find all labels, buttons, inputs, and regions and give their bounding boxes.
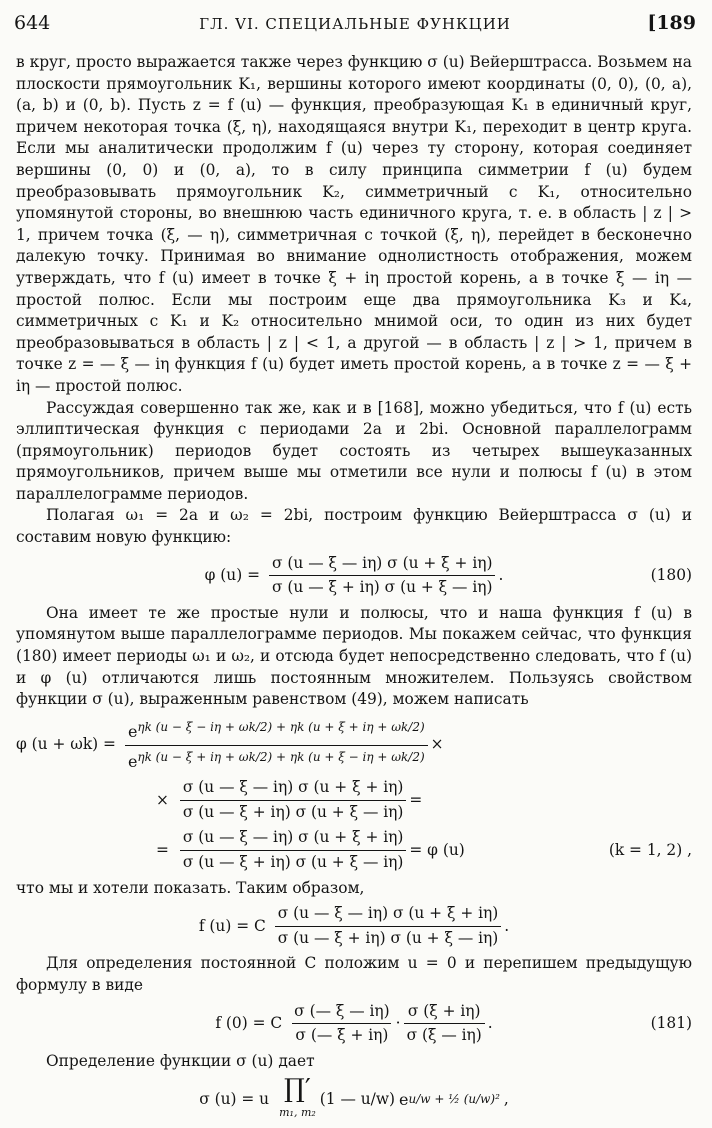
page-header [14,12,696,38]
paragraph: в круг, просто выражается также через функцию σ (u) Вейерштрасса. Возьмем на плоскости прямоугольник K₁, вершины которого имеют координаты (0, 0), (0, a), (a, b) и (0, b). Пусть z = f (u) — функция, преобразующая K₁ в единичный круг, причем некоторая точка (ξ, η), находящаяся внутри K₁, переходит в центр круга. Если мы аналитически продолжим f (u) через ту сторону, которая соединяет вершины (0, 0) и (0, a), то в силу принципа симметрии f (u) будем преобразовывать прямоугольник K₂, симметричный с K₁, относительно упомянутой стороны, во внешнюю часть единичного круга, т. е. в область | z | > 1, причем точка (ξ, — η), симметричная с точкой (ξ, η), перейдет в бесконечно далекую точку. Принимая во внимание однолистность отображения, можем утверждать, что f (u) имеет в точке ξ + iη простой корень, а в точке ξ — iη — простой полюс. Если мы построим еще два прямоугольника K₃ и K₄, симметричных с K₁ и K₂ относительно мнимой оси, то один из них будет преобразовываться в область | z | < 1, а другой — в область | z | > 1, причем в точке z = — ξ — iη функция f (u) будет иметь простой корень, а в точке z = — ξ + iη — простой полюс. [16,53,692,395]
paragraph: Рассуждая совершенно так же, как и в [168], можно убедиться, что f (u) есть эллиптическая функция с периодами 2a и 2bi. Основной параллелограмм (прямоугольник) периодов будет состоять из четырех вышеуказанных прямоугольников, причем выше мы отметили все нули и полюсы f (u) в этом параллелограмме периодов. [16,398,692,503]
page-body [16,52,692,1128]
formula-181: f (0) = C $\frac{\sigma (— \xi — i\eta)}{\sigma (— \xi + i\eta)}$ · $\frac{\sigma (\xi + i\eta)}{\sigma (\xi — i\eta)}$ . (181) [16,1001,692,1047]
formula-sigma: σ (u) = u ∏′ m₁, m₂ (1 — u/w) e u/w + ½ (u/w)² , [199,1074,509,1120]
section-number: [189 [647,12,696,34]
formula-shift-line3: = $\frac{\sigma (u — \xi — i\eta) \sigma (u + \xi + i\eta)}{\sigma (u — \xi + i\eta) \sigma (u + \xi — i\eta)}$ = φ (u) (k = 1, 2) , [16,827,692,873]
formula-shift: φ (u + ωk) = $\frac{e^{\eta k (u - \xi - i\eta + \omega k/2) + \eta k (u + \xi + i\eta + \omega k/2)}}{e^{\eta k (u - \xi + i\eta + \omega k/2) + \eta k (u + \xi - i\eta + \omega k/2)}}$ × [16,717,692,773]
paragraph: Для определения постоянной C положим u = 0 и перепишем предыдущую формулу в виде [16,954,692,994]
equation-number: (181) [650,1013,692,1032]
paragraph: Она имеет те же простые нули и полюсы, что и наша функция f (u) в упомянутом выше параллелограмме периодов. Мы покажем сейчас, что функция (180) имеет периоды ω₁ и ω₂, и отсюда будет непосредственно следовать, что f (u) и φ (u) отличаются лишь постоянным множителем. Пользуясь свойством функции σ (u), выраженным равенством (49), можем написать [16,603,692,709]
exponential-fraction: $\frac{e^{\eta k (u - \xi - i\eta + \omega k/2) + \eta k (u + \xi + i\eta + \omega k/2)}}{e^{\eta k (u - \xi + i\eta + \omega k/2) + \eta k (u + \xi - i\eta + \omega k/2)}}$ [125,717,428,773]
equation-number: (180) [650,565,692,584]
paragraph: Определение функции σ (u) дает [46,1051,315,1070]
page-number: 644 [14,12,51,34]
formula-fu: f (u) = C $\frac{\sigma (u — \xi — i\eta) \sigma (u + \xi + i\eta)}{\sigma (u — \xi + i\eta) \sigma (u + \xi — i\eta)}$ . [16,903,692,949]
paragraph: Полагая ω₁ = 2a и ω₂ = 2bi, построим функцию Вейерштрасса σ (u) и составим новую функцию: [16,506,692,547]
paragraph: что мы и хотели показать. Таким образом, [16,878,365,897]
fraction: $\frac{\sigma (u — \xi — i\eta) \sigma (u + \xi + i\eta)}{\sigma (u — \xi + i\eta) \sigma (u + \xi — i\eta)}$ [269,553,495,599]
formula-180: φ (u) = $\frac{\sigma (u — \xi — i\eta) \sigma (u + \xi + i\eta)}{\sigma (u — \xi + i\eta) \sigma (u + \xi — i\eta)}$ . (180) [16,553,692,599]
product-sign: ∏′ [284,1074,311,1105]
running-title: ГЛ. VI. СПЕЦИАЛЬНЫЕ ФУНКЦИИ [199,15,511,33]
formula-shift-line2: × $\frac{\sigma (u — \xi — i\eta) \sigma (u + \xi + i\eta)}{\sigma (u — \xi + i\eta) \sigma (u + \xi — i\eta)}$ = [16,777,692,823]
